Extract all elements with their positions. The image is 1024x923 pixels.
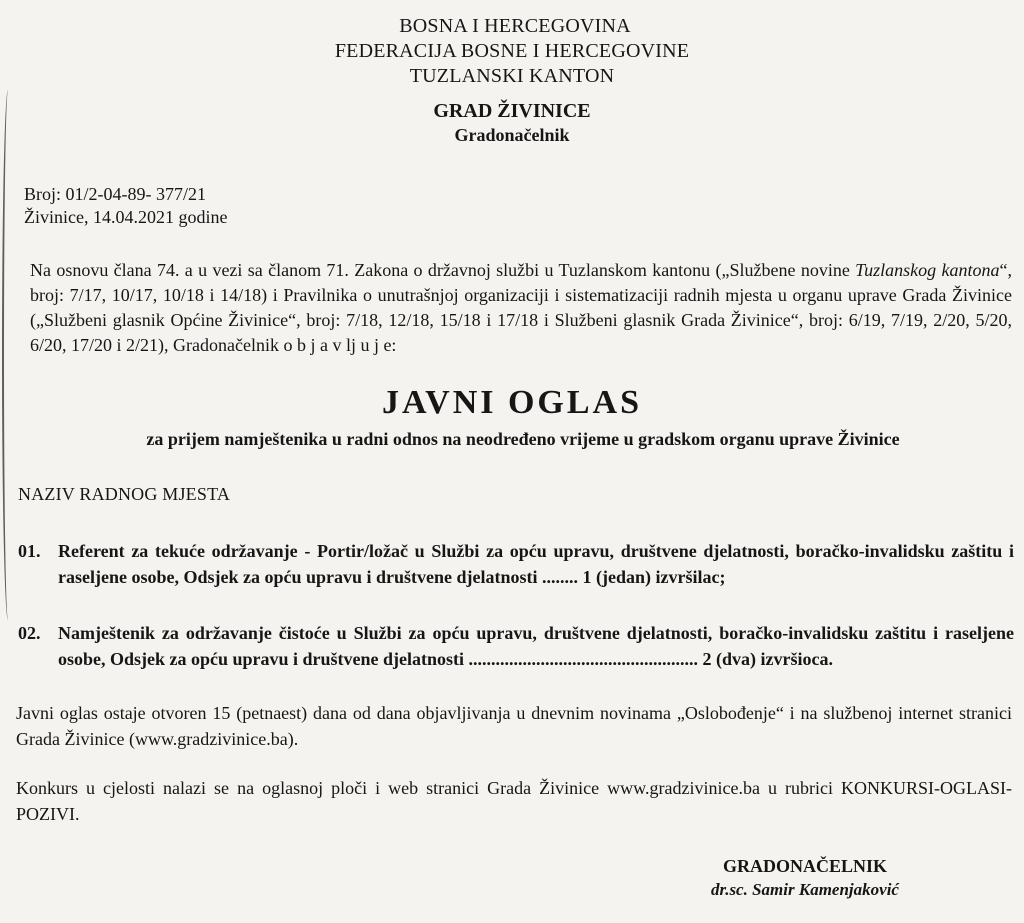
positions-list xyxy=(18,538,1014,702)
page-edge-shadow xyxy=(2,90,14,620)
location-paragraph: Konkurs u cjelosti nalazi se na oglasnoj ploči i web stranici Grada Živinice www.gradzivinice.ba u rubrici KONKURSI-OGLASI-POZIVI. xyxy=(16,778,1012,824)
document-place-date: Živinice, 14.04.2021 godine xyxy=(24,207,228,227)
section-label: NAZIV RADNOG MJESTA xyxy=(18,484,231,504)
position-item xyxy=(18,620,1014,672)
header-federation: FEDERACIJA BOSNE I HERCEGOVINE xyxy=(334,40,690,62)
position-text: Namještenik za održavanje čistoće u Službi za opću upravu, društvene djelatnosti, boračko-invalidsku zaštitu i raseljene osobe, Odsjek za opću upravu i društvene djelatnosti ................................................... 2 (dva) izvršioca. xyxy=(58,623,1014,669)
signature-block xyxy=(640,854,970,902)
signature-title: GRADONAČELNIK xyxy=(722,856,887,876)
document-meta xyxy=(24,183,227,229)
notice-subtitle: za prijem namještenika u radni odnos na neodređeno vrijeme u gradskom organu uprave Živinice xyxy=(146,429,900,449)
signature-name: dr.sc. Samir Kamenjaković xyxy=(711,880,899,899)
document-number: Broj: 01/2-04-89- 377/21 xyxy=(24,184,206,204)
intro-italic: Tuzlanskog kantona xyxy=(855,260,1000,280)
notice-title: JAVNI OGLAS xyxy=(381,384,643,421)
position-number: 02. xyxy=(18,623,41,643)
header-country: BOSNA I HERCEGOVINA xyxy=(399,15,631,37)
intro-paragraph xyxy=(30,258,1012,358)
position-number: 01. xyxy=(18,541,41,561)
position-item xyxy=(18,538,1014,590)
intro-part-2: “, broj: 7/17, 10/17, 10/18 i 14/18) i Pravilnika o unutrašnjoj organizaciji i sistematizaciji radnih mjesta u organu uprave Grada Živinice („Službeni glasnik Općine Živinice“, broj: 7/18, 12/18, 15/18 i 17/18 i Službeni glasnik Grada Živinice“, broj: 6/19, 7/19, 2/20, 5/20, 6/20, 17/20 i 2/21), Gradonačelnik o b j a v lj u j e: xyxy=(30,260,1012,355)
header-canton: TUZLANSKI KANTON xyxy=(409,65,615,87)
validity-paragraph: Javni oglas ostaje otvoren 15 (petnaest) dana od dana objavljivanja u dnevnim novinama „Oslobođenje“ i na službenoj internet stranici Grada Živinice (www.gradzivinice.ba). xyxy=(16,703,1012,749)
position-text: Referent za tekuće održavanje - Portir/ložač u Službi za opću upravu, društvene djelatnosti, boračko-invalidsku zaštitu i raseljene osobe, Odsjek za opću upravu i društvene djelatnosti ........ 1 (jedan) izvršilac; xyxy=(58,541,1014,587)
header-office: Gradonačelnik xyxy=(454,125,570,145)
header-city: GRAD ŽIVINICE xyxy=(433,100,591,122)
intro-part-1: Na osnovu člana 74. a u vezi sa članom 71. Zakona o državnoj službi u Tuzlanskom kantonu („Službene novine xyxy=(30,260,856,280)
document-header xyxy=(0,14,1024,147)
